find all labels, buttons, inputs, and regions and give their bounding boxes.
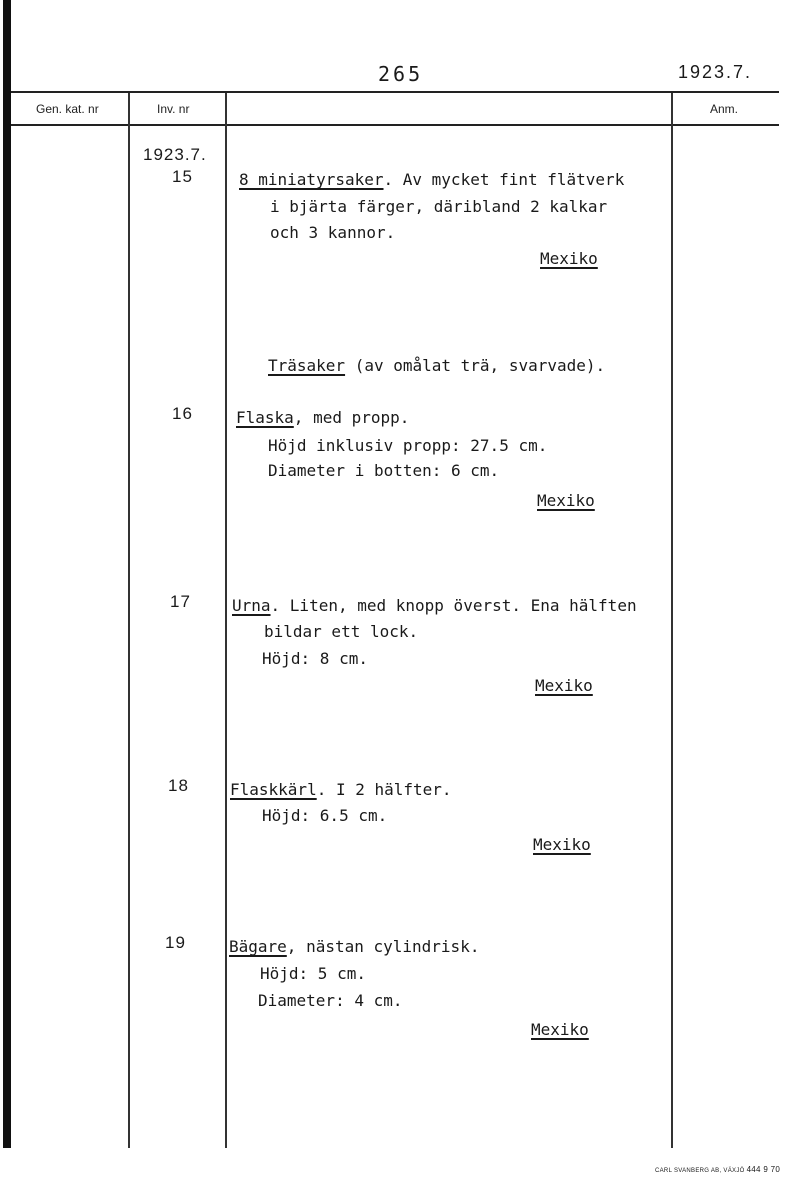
entry-line: Urna. Liten, med knopp överst. Ena hälften	[232, 596, 637, 615]
page-number: 265	[378, 62, 424, 86]
entry-origin: Mexiko	[533, 835, 591, 854]
form-code: 444 9 70	[746, 1165, 781, 1174]
entry-line: Flaska, med propp.	[236, 408, 410, 427]
entry-line: i bjärta färger, däribland 2 kalkar	[270, 197, 608, 216]
entry-title: 8 miniatyrsaker	[239, 170, 384, 189]
column-header-gen-kat: Gen. kat. nr	[36, 102, 99, 116]
printer-imprint	[655, 1165, 780, 1174]
entry-origin: Mexiko	[531, 1020, 589, 1039]
inventory-number: 18	[168, 776, 189, 795]
entry-line: Diameter: 4 cm.	[258, 991, 403, 1010]
inventory-number: 17	[170, 592, 191, 611]
entry-title: Urna	[232, 596, 271, 615]
entry-line: Höjd inklusiv propp: 27.5 cm.	[268, 436, 548, 455]
entry-line: Höjd: 8 cm.	[262, 649, 368, 668]
column-divider-3	[671, 93, 673, 1148]
binding-edge	[3, 0, 11, 1148]
entry-origin: Mexiko	[540, 249, 598, 268]
entry-line: Höjd: 6.5 cm.	[262, 806, 388, 825]
entry-origin: Mexiko	[535, 676, 593, 695]
printer-name: CARL SVANBERG AB, VÄXJÖ	[655, 1168, 745, 1174]
entry-title: Bägare	[229, 937, 287, 956]
section-title: Träsaker	[268, 356, 346, 375]
entry-line: Bägare, nästan cylindrisk.	[229, 937, 480, 956]
inventory-number: 19	[165, 933, 186, 952]
entry-title: Flaskkärl	[230, 780, 317, 799]
entry-line: Flaskkärl. I 2 hälfter.	[230, 780, 452, 799]
entry-line: och 3 kannor.	[270, 223, 396, 242]
page-date: 1923.7.	[678, 62, 753, 82]
column-header-anm: Anm.	[710, 102, 739, 116]
column-divider-2	[225, 93, 227, 1148]
entry-line: 8 miniatyrsaker. Av mycket fint flätverk	[239, 170, 625, 189]
column-header-inv: Inv. nr	[157, 102, 190, 116]
entry-title: Flaska	[236, 408, 294, 427]
entry-origin: Mexiko	[537, 491, 595, 510]
inventory-number: 16	[172, 404, 193, 423]
entry-line: Diameter i botten: 6 cm.	[268, 461, 500, 480]
entry-line: bildar ett lock.	[264, 622, 419, 641]
column-divider-1	[128, 93, 130, 1148]
header-top-rule	[11, 91, 779, 93]
header-bottom-rule	[11, 124, 779, 126]
entry-line: Höjd: 5 cm.	[260, 964, 366, 983]
section-heading: Träsaker (av omålat trä, svarvade).	[268, 356, 606, 375]
section-date: 1923.7.	[143, 145, 207, 164]
inventory-number: 15	[172, 167, 193, 186]
